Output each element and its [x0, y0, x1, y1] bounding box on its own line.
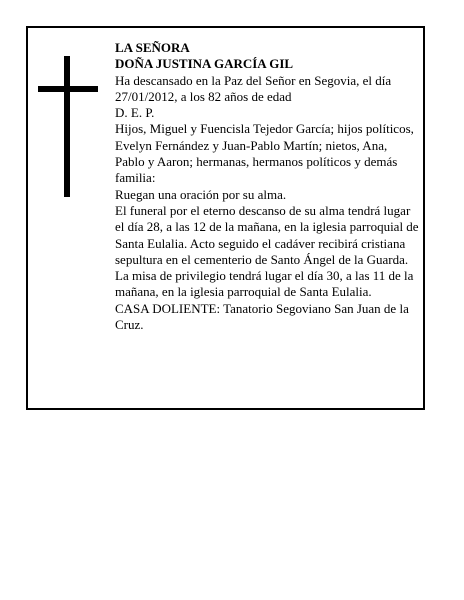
notice-text [115, 40, 420, 333]
funeral-details: El funeral por el eterno descanso de su alma tendrá lugar el día 28, a las 12 de la mañana, en la iglesia parroquial de Santa Eulalia. Acto seguido el cadáver recibirá cristiana sepultura en el cementerio de Santo Ángel de la Guarda. La misa de privilegio tendrá lugar el día 30, a las 11 de la mañana, en la iglesia parroquial de Santa Eulalia. [115, 202, 419, 300]
cross-vertical-bar [64, 56, 70, 197]
cross-horizontal-bar [38, 86, 98, 92]
notice-title: LA SEÑORA [115, 40, 190, 55]
death-statement: Ha descansado en la Paz del Señor en Segovia, el día 27/01/2012, a los 82 años de edad [115, 72, 392, 104]
obituary-notice [26, 26, 425, 410]
mourning-house: CASA DOLIENTE: Tanatorio Segoviano San Juan de la Cruz. [115, 300, 409, 333]
family-list: Hijos, Miguel y Fuencisla Tejedor García; hijos políticos, Evelyn Fernández y Juan-Pablo Martín; nietos, Ana, Pablo y Aaron; hermanas, hermanos políticos y demás familia: [115, 121, 414, 186]
deceased-name: DOÑA JUSTINA GARCÍA GIL [115, 56, 294, 72]
cross-icon [38, 56, 98, 197]
rip-abbreviation: D. E. P. [115, 105, 155, 121]
prayer-request: Ruegan una oración por su alma. [115, 186, 287, 202]
